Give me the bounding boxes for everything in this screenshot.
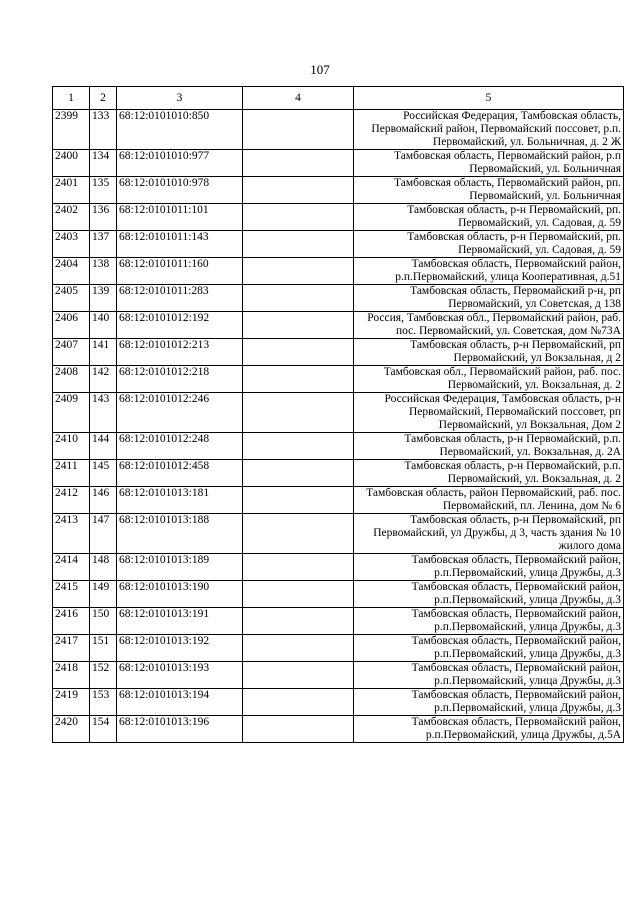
table-row — [53, 662, 624, 689]
cadastral-number-cell: 68:12:0101010:977 — [117, 150, 243, 177]
row-index-cell: 151 — [90, 635, 117, 662]
address-cell: Тамбовская область, район Первомайский, раб. пос. Первомайский, пл. Ленина, дом № 6 — [354, 487, 624, 514]
column-4-cell — [243, 554, 354, 581]
row-number-cell: 2409 — [53, 393, 90, 433]
row-index-cell: 135 — [90, 177, 117, 204]
column-header: 4 — [243, 87, 354, 110]
cadastral-number-cell: 68:12:0101013:189 — [117, 554, 243, 581]
row-number-cell: 2417 — [53, 635, 90, 662]
row-number-cell: 2401 — [53, 177, 90, 204]
row-index-cell: 142 — [90, 366, 117, 393]
column-header: 1 — [53, 87, 90, 110]
address-cell: Тамбовская область, Первомайский район, рп. Первомайский, ул. Больничная — [354, 177, 624, 204]
address-cell: Тамбовская область, Первомайский р-н, рп Первомайский, ул Советская, д 138 — [354, 285, 624, 312]
cadastral-number-cell: 68:12:0101013:191 — [117, 608, 243, 635]
column-4-cell — [243, 433, 354, 460]
row-number-cell: 2412 — [53, 487, 90, 514]
address-cell: Тамбовская область, р-н Первомайский, рп. Первомайский, ул. Садовая, д. 59 — [354, 204, 624, 231]
cadastral-number-cell: 68:12:0101011:101 — [117, 204, 243, 231]
table-row — [53, 689, 624, 716]
cadastral-number-cell: 68:12:0101013:188 — [117, 514, 243, 554]
address-cell: Тамбовская область, Первомайский район, р.п.Первомайский, улица Дружбы, д.3 — [354, 689, 624, 716]
column-4-cell — [243, 635, 354, 662]
address-cell: Тамбовская область, р-н Первомайский, р.п. Первомайский, ул. Вокзальная, д. 2А — [354, 433, 624, 460]
column-4-cell — [243, 285, 354, 312]
row-number-cell: 2416 — [53, 608, 90, 635]
address-cell: Тамбовская область, р-н Первомайский, рп Первомайский, ул Дружбы, д 3, часть здания № 10 жилого дома — [354, 514, 624, 554]
column-header: 5 — [354, 87, 624, 110]
column-4-cell — [243, 258, 354, 285]
address-cell: Россия, Тамбовская обл., Первомайский район, раб. пос. Первомайский, ул. Советская, дом №73А — [354, 312, 624, 339]
row-index-cell: 150 — [90, 608, 117, 635]
table-row — [53, 514, 624, 554]
row-index-cell: 144 — [90, 433, 117, 460]
row-index-cell: 136 — [90, 204, 117, 231]
row-index-cell: 152 — [90, 662, 117, 689]
column-4-cell — [243, 662, 354, 689]
column-4-cell — [243, 689, 354, 716]
table-body — [53, 110, 624, 743]
cadastral-number-cell: 68:12:0101011:283 — [117, 285, 243, 312]
row-index-cell: 146 — [90, 487, 117, 514]
row-number-cell: 2415 — [53, 581, 90, 608]
table-row — [53, 285, 624, 312]
table-row — [53, 204, 624, 231]
column-4-cell — [243, 487, 354, 514]
table-header-row — [53, 87, 624, 110]
column-4-cell — [243, 608, 354, 635]
address-cell: Тамбовская область, Первомайский район, р.п Первомайский, ул. Больничная — [354, 150, 624, 177]
table-row — [53, 366, 624, 393]
cadastral-number-cell: 68:12:0101013:192 — [117, 635, 243, 662]
row-index-cell: 139 — [90, 285, 117, 312]
column-4-cell — [243, 366, 354, 393]
page-number: 107 — [310, 62, 330, 77]
cadastral-number-cell: 68:12:0101011:143 — [117, 231, 243, 258]
row-number-cell: 2404 — [53, 258, 90, 285]
row-number-cell: 2406 — [53, 312, 90, 339]
row-index-cell: 147 — [90, 514, 117, 554]
cadastral-number-cell: 68:12:0101013:194 — [117, 689, 243, 716]
column-4-cell — [243, 514, 354, 554]
cadastral-number-cell: 68:12:0101013:190 — [117, 581, 243, 608]
table-row — [53, 554, 624, 581]
column-4-cell — [243, 716, 354, 743]
table-row — [53, 635, 624, 662]
table-row — [53, 312, 624, 339]
cadastral-number-cell: 68:12:0101012:192 — [117, 312, 243, 339]
row-number-cell: 2419 — [53, 689, 90, 716]
cadastral-number-cell: 68:12:0101013:193 — [117, 662, 243, 689]
row-number-cell: 2408 — [53, 366, 90, 393]
column-4-cell — [243, 231, 354, 258]
table-row — [53, 339, 624, 366]
column-4-cell — [243, 460, 354, 487]
column-4-cell — [243, 204, 354, 231]
row-index-cell: 133 — [90, 110, 117, 150]
column-header: 3 — [117, 87, 243, 110]
cadastral-number-cell: 68:12:0101010:850 — [117, 110, 243, 150]
row-index-cell: 145 — [90, 460, 117, 487]
row-number-cell: 2420 — [53, 716, 90, 743]
column-4-cell — [243, 110, 354, 150]
cadastral-number-cell: 68:12:0101012:218 — [117, 366, 243, 393]
table-row — [53, 177, 624, 204]
table-row — [53, 433, 624, 460]
cadastral-number-cell: 68:12:0101013:196 — [117, 716, 243, 743]
row-number-cell: 2413 — [53, 514, 90, 554]
row-number-cell: 2418 — [53, 662, 90, 689]
address-cell: Тамбовская область, Первомайский район, р.п.Первомайский, улица Дружбы, д.3 — [354, 662, 624, 689]
column-4-cell — [243, 339, 354, 366]
column-4-cell — [243, 581, 354, 608]
column-4-cell — [243, 312, 354, 339]
address-cell: Российская Федерация, Тамбовская область, р-н Первомайский, Первомайский поссовет, рп Первомайский, ул Вокзальная, Дом 2 — [354, 393, 624, 433]
row-number-cell: 2402 — [53, 204, 90, 231]
row-number-cell: 2405 — [53, 285, 90, 312]
cadastral-number-cell: 68:12:0101012:246 — [117, 393, 243, 433]
row-index-cell: 134 — [90, 150, 117, 177]
row-index-cell: 143 — [90, 393, 117, 433]
address-cell: Тамбовская обл., Первомайский район, раб. пос. Первомайский, ул. Вокзальная, д. 2 — [354, 366, 624, 393]
address-cell: Тамбовская область, р-н Первомайский, рп. Первомайский, ул. Садовая, д. 59 — [354, 231, 624, 258]
column-4-cell — [243, 393, 354, 433]
table-row — [53, 393, 624, 433]
column-header: 2 — [90, 87, 117, 110]
cadastral-number-cell: 68:12:0101013:181 — [117, 487, 243, 514]
cadastral-number-cell: 68:12:0101010:978 — [117, 177, 243, 204]
row-index-cell: 138 — [90, 258, 117, 285]
column-4-cell — [243, 177, 354, 204]
table-row — [53, 716, 624, 743]
table-row — [53, 608, 624, 635]
address-cell: Тамбовская область, Первомайский район, р.п.Первомайский, улица Дружбы, д.3 — [354, 581, 624, 608]
table-row — [53, 150, 624, 177]
table-row — [53, 258, 624, 285]
cadastral-number-cell: 68:12:0101012:248 — [117, 433, 243, 460]
table-row — [53, 110, 624, 150]
cadastral-number-cell: 68:12:0101011:160 — [117, 258, 243, 285]
row-number-cell: 2403 — [53, 231, 90, 258]
registry-table — [52, 86, 624, 743]
address-cell: Тамбовская область, Первомайский район, р.п.Первомайский, улица Дружбы, д.3 — [354, 635, 624, 662]
address-cell: Российская Федерация, Тамбовская область, Первомайский район, Первомайский поссовет, р.п. Первомайский, ул. Больничная, д. 2 Ж — [354, 110, 624, 150]
address-cell: Тамбовская область, р-н Первомайский, р.п. Первомайский, ул. Вокзальная, д. 2 — [354, 460, 624, 487]
cadastral-number-cell: 68:12:0101012:213 — [117, 339, 243, 366]
table-row — [53, 231, 624, 258]
address-cell: Тамбовская область, Первомайский район, р.п.Первомайский, улица Кооперативная, д.51 — [354, 258, 624, 285]
table-row — [53, 460, 624, 487]
table-row — [53, 581, 624, 608]
address-cell: Тамбовская область, Первомайский район, р.п.Первомайский, улица Дружбы, д.3 — [354, 554, 624, 581]
row-number-cell: 2407 — [53, 339, 90, 366]
row-index-cell: 153 — [90, 689, 117, 716]
row-number-cell: 2399 — [53, 110, 90, 150]
address-cell: Тамбовская область, р-н Первомайский, рп Первомайский, ул Вокзальная, д 2 — [354, 339, 624, 366]
column-4-cell — [243, 150, 354, 177]
address-cell: Тамбовская область, Первомайский район, р.п.Первомайский, улица Дружбы, д.3 — [354, 608, 624, 635]
row-index-cell: 148 — [90, 554, 117, 581]
row-number-cell: 2411 — [53, 460, 90, 487]
cadastral-number-cell: 68:12:0101012:458 — [117, 460, 243, 487]
row-index-cell: 141 — [90, 339, 117, 366]
row-number-cell: 2400 — [53, 150, 90, 177]
row-number-cell: 2414 — [53, 554, 90, 581]
row-number-cell: 2410 — [53, 433, 90, 460]
table-row — [53, 487, 624, 514]
address-cell: Тамбовская область, Первомайский район, р.п.Первомайский, улица Дружбы, д.5А — [354, 716, 624, 743]
row-index-cell: 140 — [90, 312, 117, 339]
row-index-cell: 149 — [90, 581, 117, 608]
row-index-cell: 137 — [90, 231, 117, 258]
row-index-cell: 154 — [90, 716, 117, 743]
